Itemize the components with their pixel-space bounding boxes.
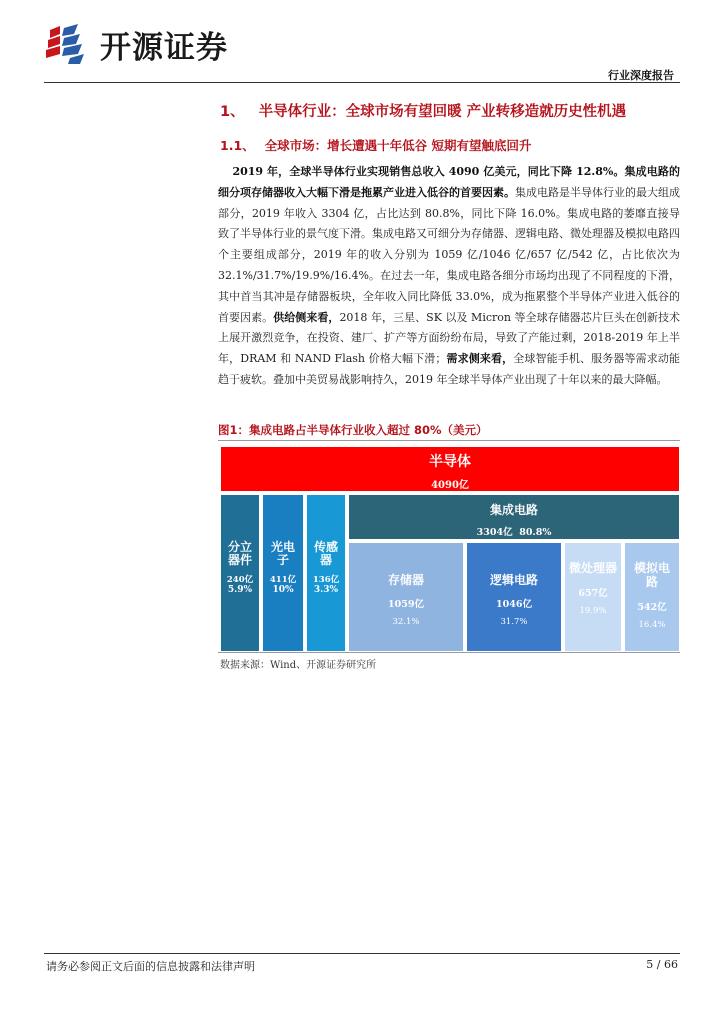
page-number: 5 / 66 xyxy=(646,958,678,971)
brand-name: 开源证券 xyxy=(100,29,228,66)
bold-supply: 供给侧来看， xyxy=(273,310,340,324)
treemap-share: 32.1% xyxy=(392,617,420,627)
bold-lead: 2019 年，全球半导体行业实现销售总收入 4090 亿美元，同比下降 12.8%。集成电路的细分项存储器收入大幅下滑是拖累产业进入低谷的首要因素。 xyxy=(218,165,680,199)
treemap-value: 1046亿 xyxy=(496,599,532,610)
treemap-share: 19.9% xyxy=(579,606,607,616)
treemap-label: 集成电路 xyxy=(489,503,538,517)
paragraph-text-3: 全球智能手机、服务器等需求动能趋于疲软。叠加中美贸易战影响持久，2019 年全球半导体产业出现了十年以来的最大降幅。 xyxy=(218,352,680,386)
treemap-root-semiconductor xyxy=(221,447,679,491)
treemap-label: 存储器 xyxy=(387,573,424,587)
footer-divider xyxy=(44,953,680,954)
subsection-title: 全球市场：增长遭遇十年低谷 短期有望触底回升 xyxy=(264,138,532,153)
treemap-label: 光电子 xyxy=(270,540,295,567)
treemap-value: 4090亿 xyxy=(431,480,469,491)
paragraph-text-1: 集成电路是半导体行业的最大组成部分，2019 年收入 3304 亿，占比达到 80.8%，同比下降 16.0%。集成电路的萎靡直接导致了半导体行业的景气度下滑。集成电路又可细分为存储器、逻辑电路、微处理器及模拟电路四个主要组成部分，2019 年的收入分别为 1059 亿/1046 亿/657 亿/542 亿，占比依次为 32.1%/31.7%/19.9%/16.4%。在过去一年，集成电路各细分市场均出现了不同程度的下滑，其中首当其冲是存储器板块，全年收入同比降低 33.0%，成为拖累整个半导体产业进入低谷的首要因素。 xyxy=(218,185,680,324)
treemap-value: 240亿 xyxy=(226,575,254,585)
treemap-share: 5.9% xyxy=(227,585,253,595)
section-title: 半导体行业：全球市场有望回暖 产业转移造就历史性机遇 xyxy=(258,104,627,120)
treemap-share: 3.3% xyxy=(313,585,339,595)
treemap-value-amount: 3304亿 xyxy=(476,527,513,538)
source-divider xyxy=(218,652,680,653)
treemap-sensors xyxy=(307,495,345,651)
figure-title: 图1：集成电路占半导体行业收入超过 80%（美元） xyxy=(218,423,488,437)
treemap-label: 微处理器 xyxy=(569,561,618,575)
treemap-label: 模拟电路 xyxy=(633,561,670,589)
treemap-value: 542亿 xyxy=(637,602,667,613)
section-number: 1、 xyxy=(220,104,245,120)
treemap-logic-circuits xyxy=(467,543,561,651)
treemap-value: 411亿 xyxy=(269,575,297,585)
treemap-label: 半导体 xyxy=(429,454,471,470)
data-source: 数据来源：Wind、开源证券研究所 xyxy=(220,660,377,671)
treemap-analog-circuits xyxy=(625,543,679,651)
paragraph-text-2: 2018 年，三星、SK 以及 Micron 等全球存储器芯片巨头在创新技术上展开激烈竞争，在投资、建厂、扩产等方面纷纷布局，导致了产能过剩，2018-2019 年上半年，DRAM 和 NAND Flash 价格大幅下滑； xyxy=(218,310,681,366)
treemap-label: 传感器 xyxy=(313,540,338,567)
body-paragraph xyxy=(218,162,680,391)
treemap-share: 31.7% xyxy=(500,617,528,627)
brand-mark-icon xyxy=(44,24,96,64)
bold-demand: 需求侧来看， xyxy=(446,352,514,366)
section-heading xyxy=(220,100,626,121)
treemap-value: 657亿 xyxy=(578,588,608,599)
treemap-chart xyxy=(221,447,679,651)
subsection-heading xyxy=(220,136,532,154)
treemap-discrete-devices xyxy=(221,495,259,651)
treemap-share: 80.8% xyxy=(519,527,552,538)
brand-logo xyxy=(44,22,228,66)
treemap-microprocessors xyxy=(565,543,621,651)
subsection-number: 1.1、 xyxy=(220,138,255,153)
footer-disclaimer: 请务必参阅正文后面的信息披露和法律声明 xyxy=(46,960,255,973)
treemap-label: 逻辑电路 xyxy=(489,573,538,587)
treemap-value: 1059亿 xyxy=(388,599,424,610)
treemap-memory xyxy=(349,543,463,651)
treemap-integrated-circuits xyxy=(349,495,679,539)
treemap-value xyxy=(349,524,679,538)
report-type: 行业深度报告 xyxy=(608,69,674,82)
treemap-label: 分立器件 xyxy=(227,540,252,567)
treemap-value: 136亿 xyxy=(312,575,340,585)
treemap-share: 16.4% xyxy=(638,620,666,630)
treemap-optoelectronics xyxy=(263,495,303,651)
figure-title-divider xyxy=(218,440,680,441)
header-divider xyxy=(44,82,680,83)
treemap-share: 10% xyxy=(272,585,294,595)
